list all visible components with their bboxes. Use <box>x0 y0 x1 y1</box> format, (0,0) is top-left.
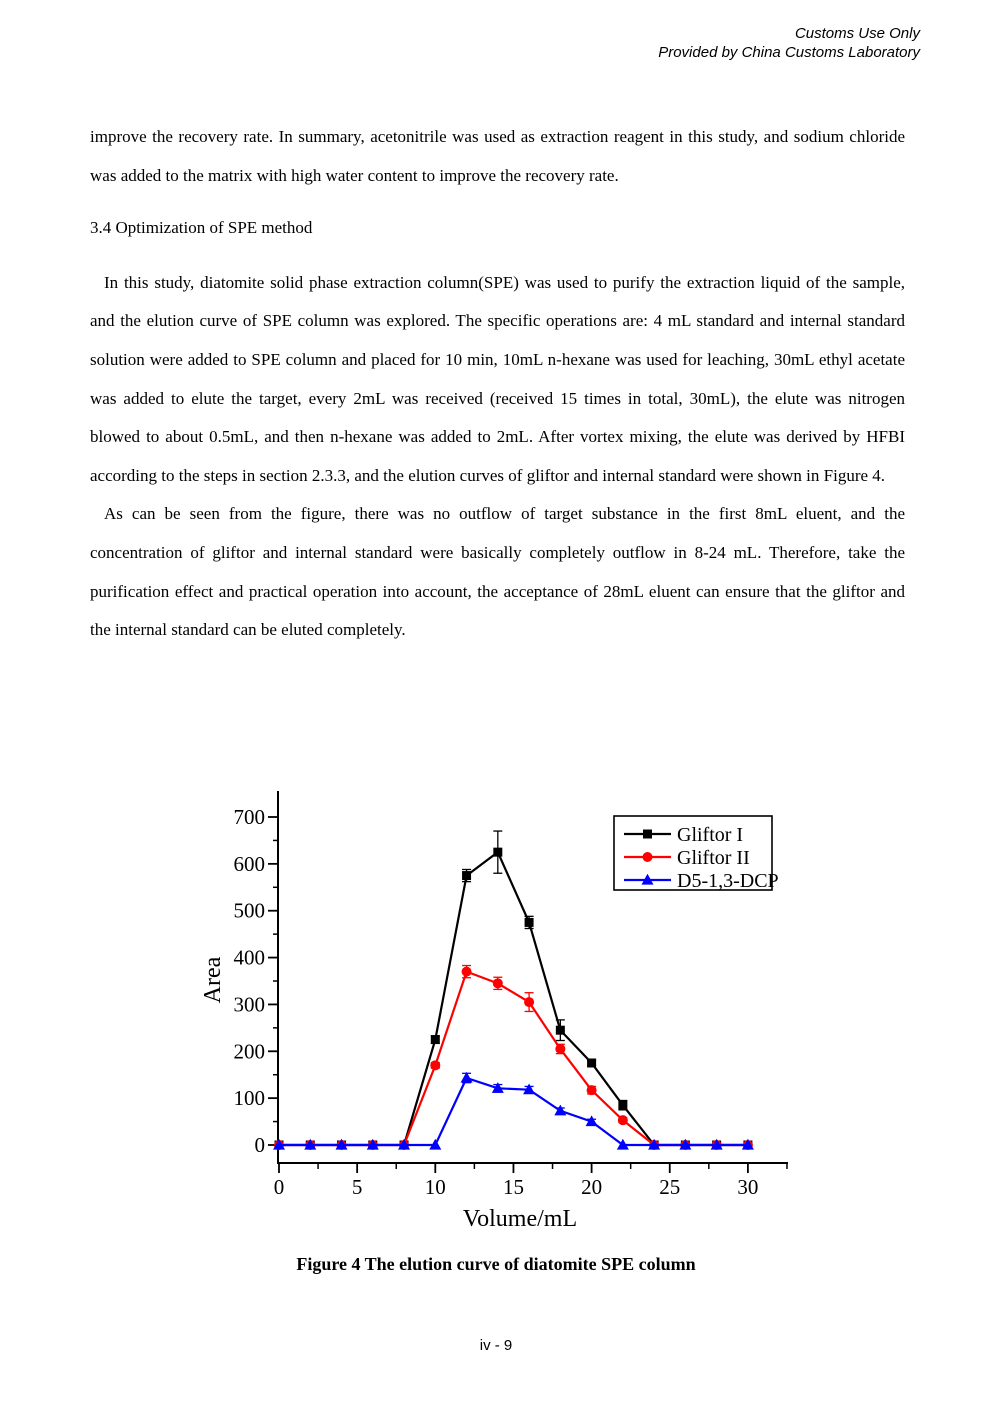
series-line-d5-1-3-dcp <box>279 1078 748 1145</box>
circle-marker-gliftor-ii <box>493 978 503 988</box>
square-marker-gliftor-i <box>525 918 534 927</box>
y-axis-tick-label: 600 <box>233 851 265 876</box>
paragraph-spe-procedure: In this study, diatomite solid phase extraction column(SPE) was used to purify the extraction liquid of the sample, and the elution curve of SPE column was explored. The specific operations are: 4 mL standard and internal standard solution were added to SPE column and placed for 10 min, 10mL n-hexane was used for leaching, 30mL ethyl acetate was added to elute the target, every 2mL was received (received 15 times in total, 30mL), the elute was nitrogen blowed to about 0.5mL, and then n-hexane was added to 2mL. After vortex mixing, the elute was derived by HFBI according to the steps in section 2.3.3, and the elution curves of gliftor and internal standard were shown in Figure 4. <box>90 272 905 485</box>
series-gliftor-ii <box>274 966 753 1150</box>
y-axis-title: Area <box>200 956 226 1004</box>
elution-curve-figure <box>190 773 805 1243</box>
page-number: iv - 9 <box>479 1337 513 1354</box>
x-axis-tick-label: 0 <box>273 1175 285 1199</box>
paragraph-recovery-summary: improve the recovery rate. In summary, acetonitrile was used as extraction reagent in this study, and sodium chloride was added to the matrix with high water content to improve the recovery rate. <box>90 127 905 185</box>
circle-marker-gliftor-ii <box>618 1115 628 1125</box>
series-d5-1-3-dcp <box>273 1072 754 1150</box>
legend-label-gliftor-ii: Gliftor II <box>677 847 750 869</box>
y-axis-tick-label: 400 <box>233 945 265 970</box>
elution-chart <box>190 773 805 1243</box>
legend-label-d5-1-3-dcp: D5-1,3-DCP <box>677 870 779 892</box>
circle-marker-gliftor-ii <box>462 967 472 977</box>
series-line-gliftor-ii <box>279 972 748 1145</box>
paragraph-figure-discussion: As can be seen from the figure, there was no outflow of target substance in the first 8mL eluent, and the concentration of gliftor and internal standard were basically completely outflow in 8-24 mL. Therefore, take the purification effect and practical operation into account, the acceptance of 28mL eluent can ensure that the gliftor and the internal standard can be eluted completely. <box>90 504 905 640</box>
page-header <box>658 24 920 62</box>
circle-marker-gliftor-ii <box>587 1085 597 1095</box>
legend <box>614 816 779 892</box>
triangle-marker-d5-1-3-dcp <box>554 1105 566 1116</box>
circle-marker-gliftor-ii <box>524 997 534 1007</box>
y-axis-tick-label: 300 <box>233 992 265 1017</box>
x-axis-tick-label: 30 <box>737 1175 759 1199</box>
section-heading: 3.4 Optimization of SPE method <box>90 218 313 238</box>
figure-caption: Figure 4 The elution curve of diatomite SPE column <box>296 1254 696 1274</box>
header-line-1: Customs Use Only <box>794 25 920 42</box>
y-axis-tick-label: 500 <box>233 898 265 923</box>
x-axis-tick-label: 5 <box>351 1175 363 1199</box>
square-marker-gliftor-i <box>556 1026 565 1035</box>
square-marker-gliftor-i <box>462 871 471 880</box>
series-line-gliftor-i <box>279 852 748 1145</box>
header-line-2: Provided by China Customs Laboratory <box>658 44 920 61</box>
y-axis-tick-label: 0 <box>254 1133 265 1157</box>
legend-marker-gliftor-i <box>643 830 652 839</box>
y-axis-tick-label: 700 <box>233 805 265 829</box>
body-text <box>90 118 905 650</box>
circle-marker-gliftor-ii <box>555 1044 565 1054</box>
y-axis-tick-label: 100 <box>233 1086 265 1111</box>
square-marker-gliftor-i <box>493 848 502 857</box>
legend-marker-gliftor-ii <box>643 852 653 862</box>
x-axis-tick-label: 20 <box>581 1175 603 1199</box>
x-axis-tick-label: 25 <box>659 1175 681 1199</box>
x-axis-title: Volume/mL <box>462 1206 578 1232</box>
circle-marker-gliftor-ii <box>430 1060 440 1070</box>
legend-label-gliftor-i: Gliftor I <box>677 824 744 846</box>
x-axis-tick-label: 10 <box>424 1175 446 1199</box>
x-axis-tick-label: 15 <box>502 1175 524 1199</box>
y-axis-tick-label: 200 <box>233 1039 265 1064</box>
square-marker-gliftor-i <box>618 1101 627 1110</box>
square-marker-gliftor-i <box>587 1059 596 1068</box>
square-marker-gliftor-i <box>431 1035 440 1044</box>
